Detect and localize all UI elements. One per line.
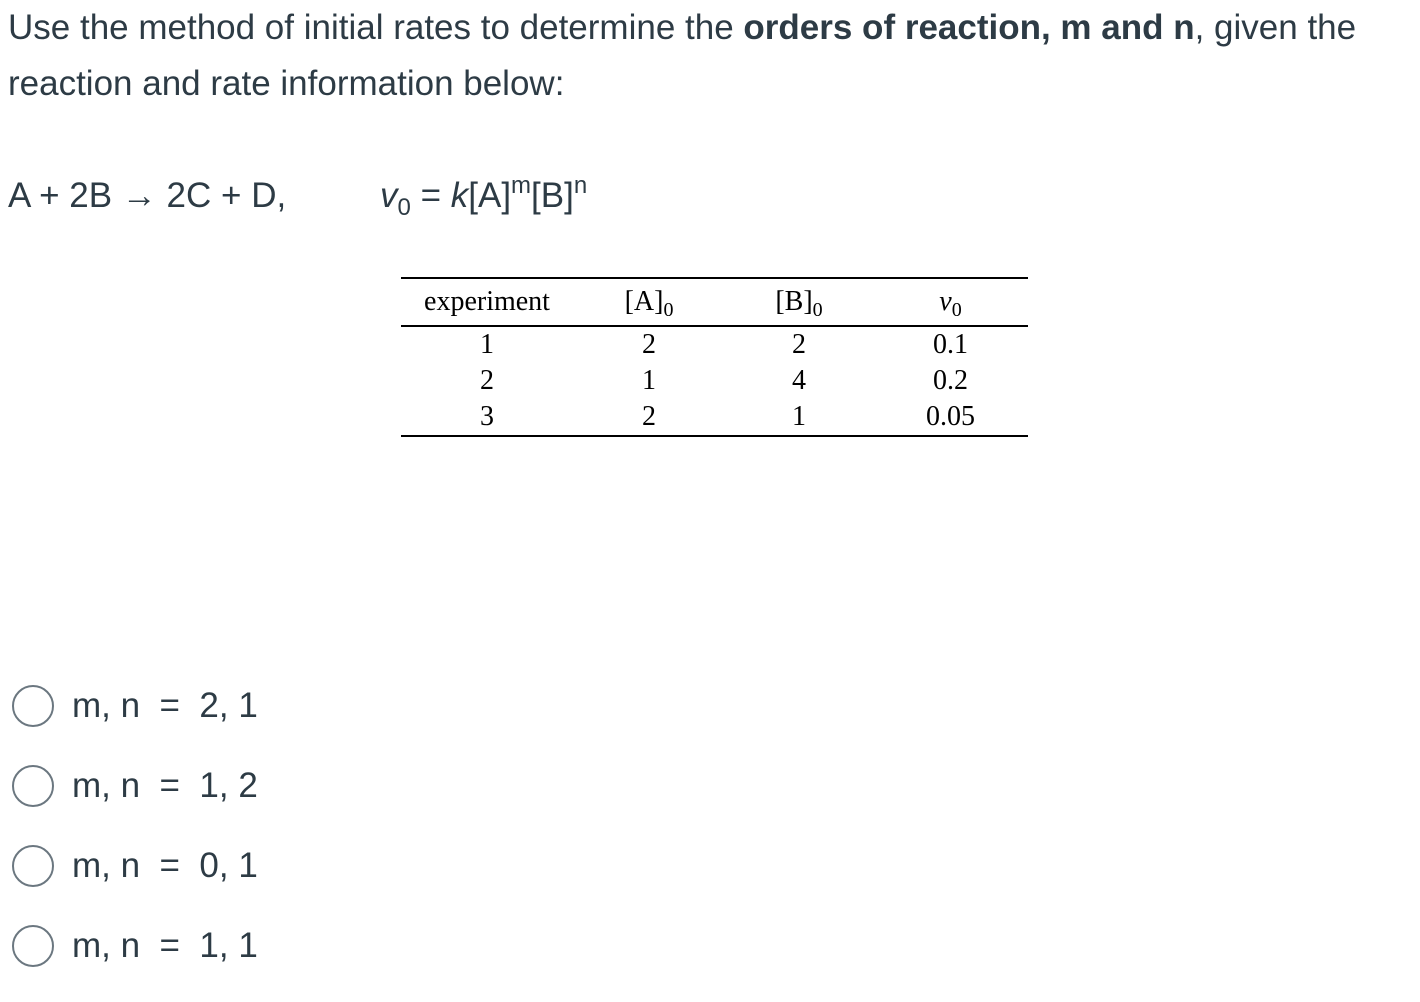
option-label[interactable]: m, n = 1, 2 bbox=[72, 766, 258, 805]
radio-button[interactable] bbox=[12, 765, 54, 807]
rate-law-v: v bbox=[380, 176, 398, 215]
cell-a: 1 bbox=[642, 365, 656, 396]
cell-a: 2 bbox=[642, 329, 656, 360]
cell-b: 1 bbox=[792, 401, 806, 432]
cell-experiment: 1 bbox=[480, 329, 494, 360]
rate-law bbox=[380, 172, 587, 224]
cell-v: 0.2 bbox=[933, 365, 968, 396]
rate-law-a: [A] bbox=[468, 176, 512, 215]
table-row bbox=[401, 363, 1028, 399]
answer-options bbox=[12, 682, 258, 1002]
rate-law-k: k bbox=[450, 176, 469, 215]
cell-experiment: 3 bbox=[480, 401, 494, 432]
answer-option-4[interactable] bbox=[12, 922, 258, 970]
rate-law-v-sub: 0 bbox=[397, 194, 411, 221]
cell-experiment: 2 bbox=[480, 365, 494, 396]
rate-law-m: m bbox=[511, 172, 532, 199]
question-part2: , given the reaction and rate information below: bbox=[8, 8, 1357, 103]
cell-b: 2 bbox=[792, 329, 806, 360]
radio-button[interactable] bbox=[12, 925, 54, 967]
question-bold: orders of reaction, m and n bbox=[743, 8, 1195, 47]
header-v: $v_0$ bbox=[939, 286, 962, 321]
answer-option-1[interactable] bbox=[12, 682, 258, 730]
radio-button[interactable] bbox=[12, 685, 54, 727]
answer-option-2[interactable] bbox=[12, 762, 258, 810]
radio-button[interactable] bbox=[12, 845, 54, 887]
table-row bbox=[401, 326, 1028, 363]
rate-law-eq: = bbox=[410, 176, 451, 215]
cell-v: 0.05 bbox=[926, 401, 975, 432]
rate-data-table bbox=[401, 277, 1028, 437]
header-experiment: experiment bbox=[424, 286, 550, 317]
rate-law-n: n bbox=[573, 172, 588, 199]
option-label[interactable]: m, n = 2, 1 bbox=[72, 686, 258, 725]
option-label[interactable]: m, n = 1, 1 bbox=[72, 926, 258, 965]
option-label[interactable]: m, n = 0, 1 bbox=[72, 846, 258, 885]
header-b: $[B]_0$ bbox=[775, 286, 823, 321]
table-row bbox=[401, 399, 1028, 436]
cell-v: 0.1 bbox=[933, 329, 968, 360]
cell-b: 4 bbox=[792, 365, 806, 396]
rate-law-b: [B] bbox=[531, 176, 574, 215]
question-text bbox=[8, 0, 1413, 112]
cell-a: 2 bbox=[642, 401, 656, 432]
reaction-equation: A + 2B → 2C + D, bbox=[8, 176, 287, 215]
answer-option-3[interactable] bbox=[12, 842, 258, 890]
table-header-row bbox=[401, 278, 1028, 326]
header-a: $[A]_0$ bbox=[624, 286, 674, 321]
question-part1: Use the method of initial rates to determine the bbox=[8, 8, 744, 47]
